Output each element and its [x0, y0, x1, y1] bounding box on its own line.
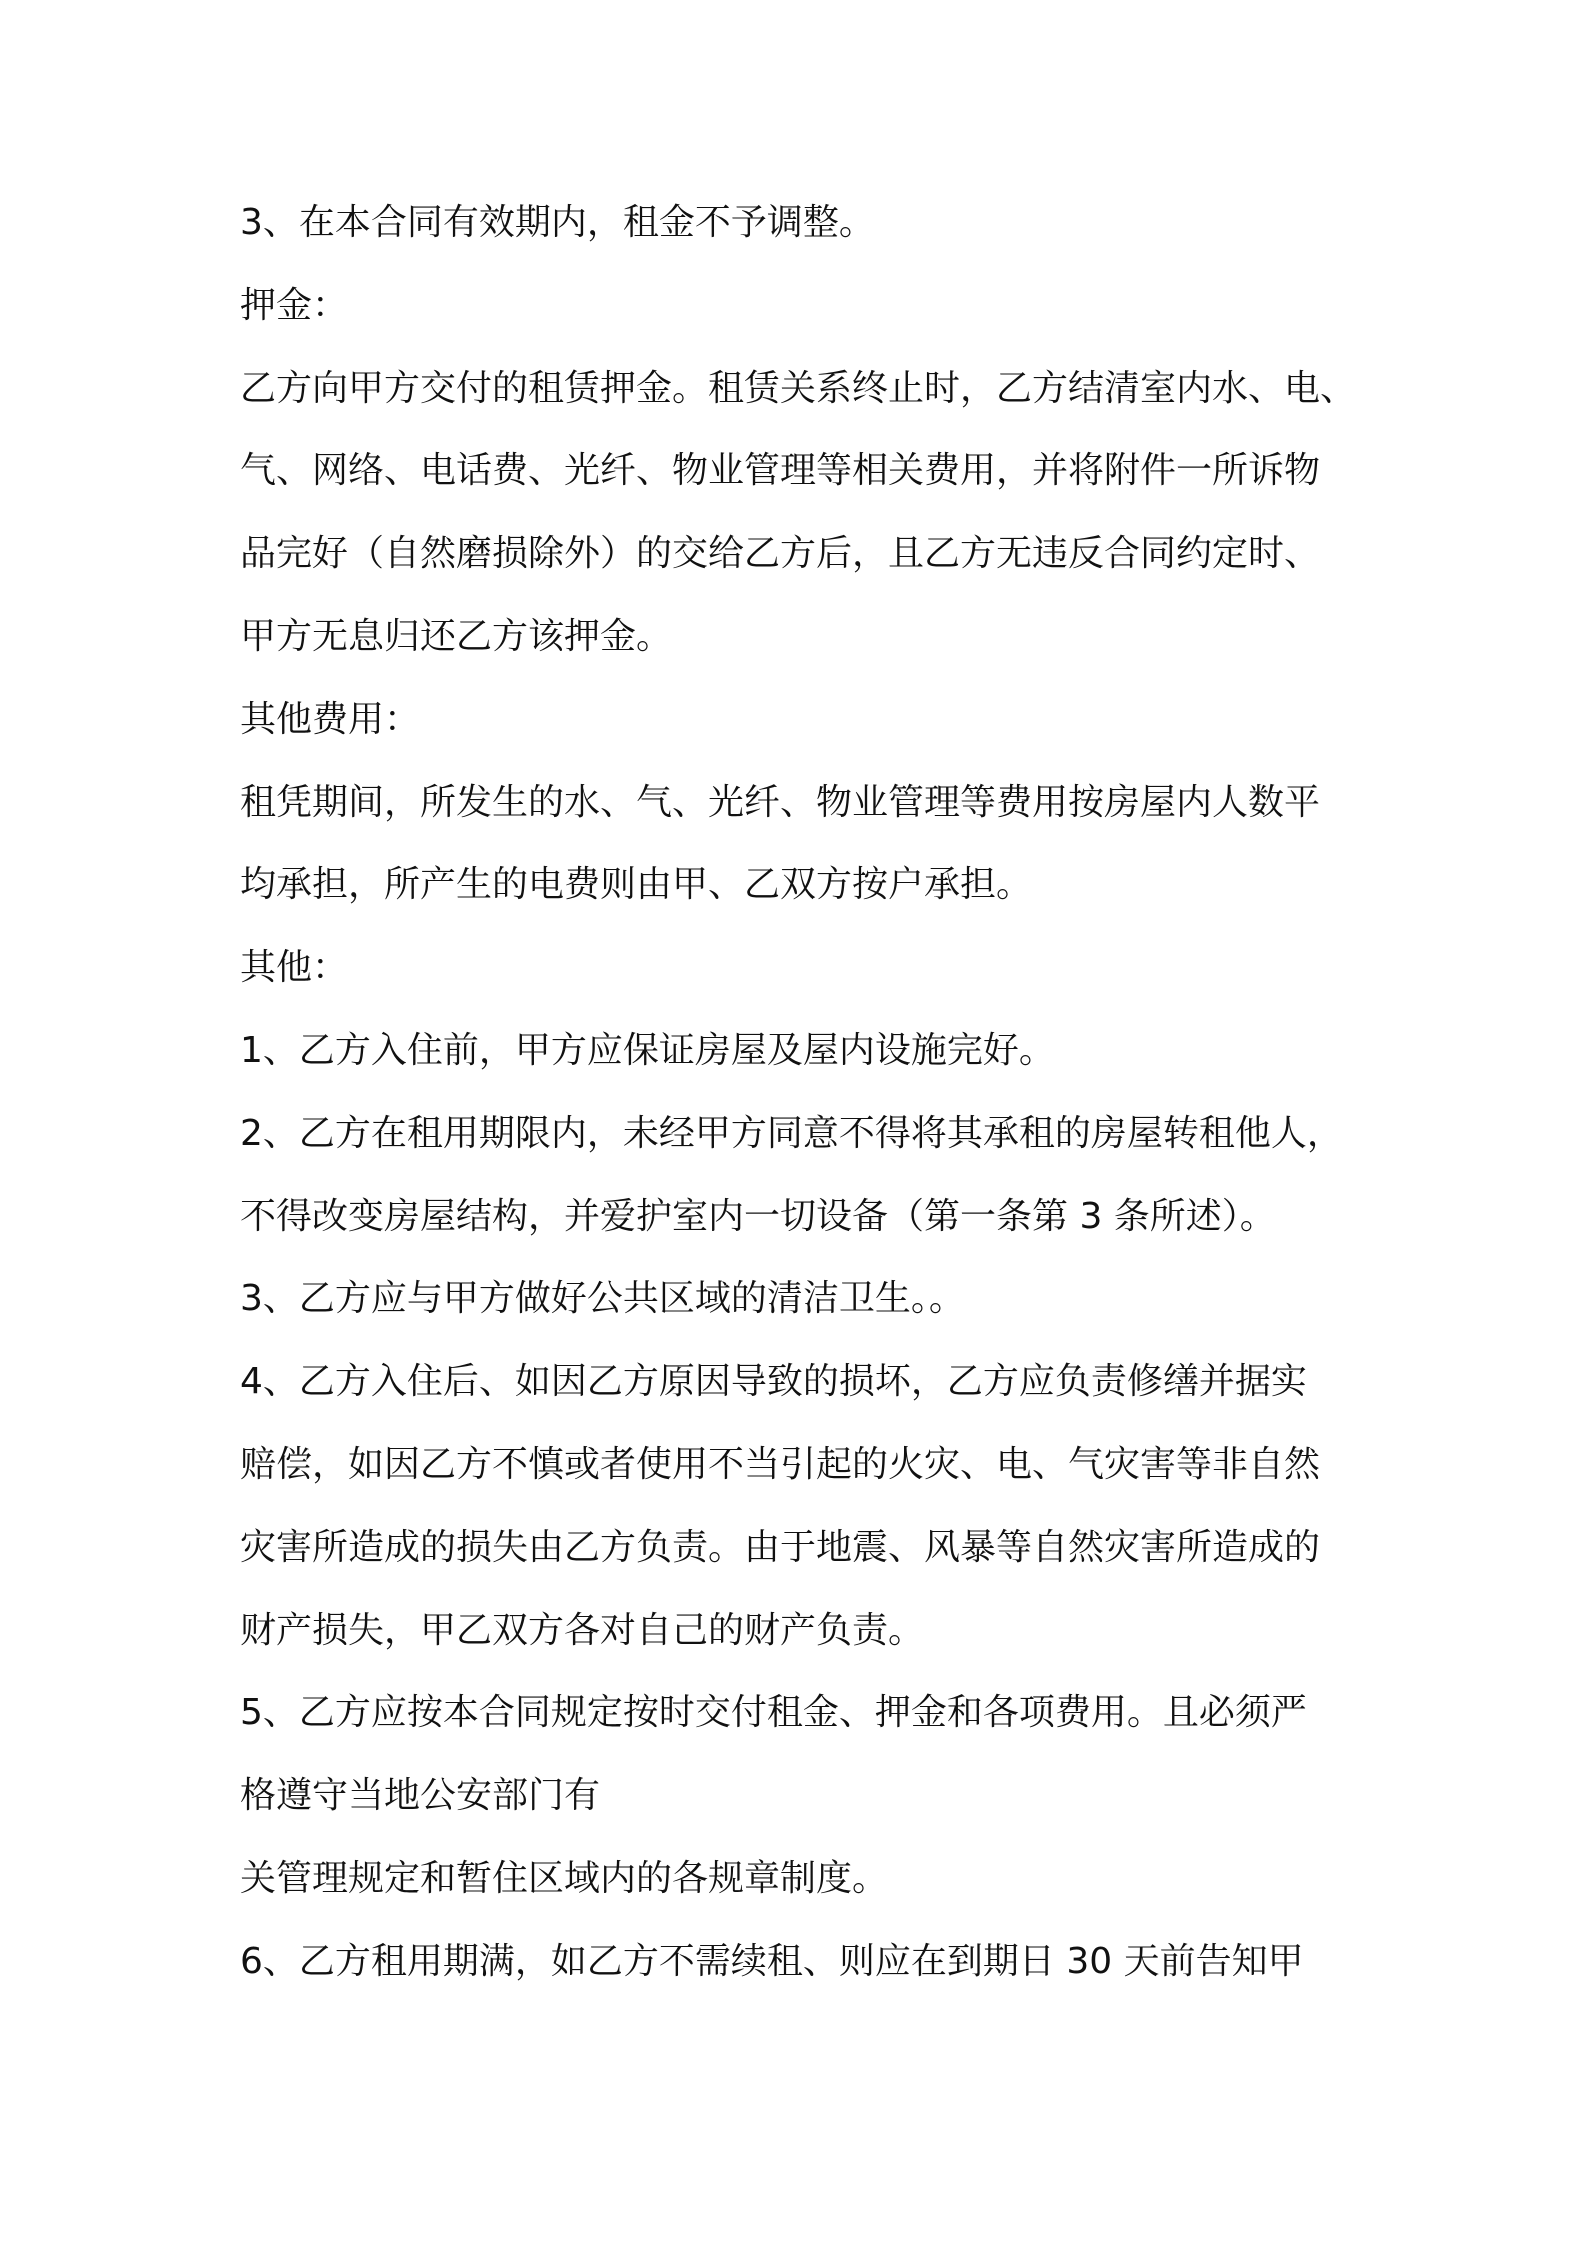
text-line: 气、网络、电话费、光纤、物业管理等相关费用，并将附件一所诉物 — [240, 450, 1321, 492]
text-line: 4、乙方入住后、如因乙方原因导致的损坏，乙方应负责修缮并据实 — [240, 1361, 1307, 1403]
section-heading-other: 其他： — [240, 947, 349, 989]
text-line: 甲方无息归还乙方该押金。 — [240, 615, 673, 657]
text-line: 品完好（自然磨损除外）的交给乙方后，且乙方无违反合同约定时、 — [240, 533, 1321, 575]
text-line: 灾害所造成的损失由乙方负责。由于地震、风暴等自然灾害所造成的 — [240, 1526, 1321, 1568]
text-line: 6、乙方租用期满，如乙方不需续租、则应在到期日 30 天前告知甲 — [240, 1940, 1304, 1982]
text-line: 关管理规定和暂住区域内的各规章制度。 — [240, 1857, 889, 1899]
text-line: 5、乙方应按本合同规定按时交付租金、押金和各项费用。且必须严 — [240, 1692, 1307, 1734]
text-line: 1、乙方入住前，甲方应保证房屋及屋内设施完好。 — [240, 1029, 1055, 1071]
text-line: 2、乙方在租用期限内，未经甲方同意不得将其承租的房屋转租他人， — [240, 1112, 1343, 1154]
section-heading-other-fees: 其他费用： — [240, 698, 421, 740]
text-line: 不得改变房屋结构，并爱护室内一切设备（第一条第 3 条所述）。 — [240, 1195, 1276, 1237]
text-line: 乙方向甲方交付的租赁押金。租赁关系终止时，乙方结清室内水、电、 — [240, 367, 1357, 409]
section-heading-deposit: 押金： — [240, 284, 349, 326]
text-line: 租凭期间，所发生的水、气、光纤、物业管理等费用按房屋内人数平 — [240, 781, 1321, 823]
text-line: 赔偿，如因乙方不慎或者使用不当引起的火灾、电、气灾害等非自然 — [240, 1443, 1321, 1485]
contract-body — [240, 197, 1360, 2019]
text-line: 格遵守当地公安部门有 — [240, 1775, 601, 1817]
text-line: 3、在本合同有效期内，租金不予调整。 — [240, 202, 875, 243]
text-line: 均承担，所产生的电费则由甲、乙双方按户承担。 — [240, 864, 1033, 906]
text-line: 财产损失，甲乙双方各对自己的财产负责。 — [240, 1609, 925, 1651]
text-line: 3、乙方应与甲方做好公共区域的清洁卫生。。 — [240, 1278, 965, 1320]
